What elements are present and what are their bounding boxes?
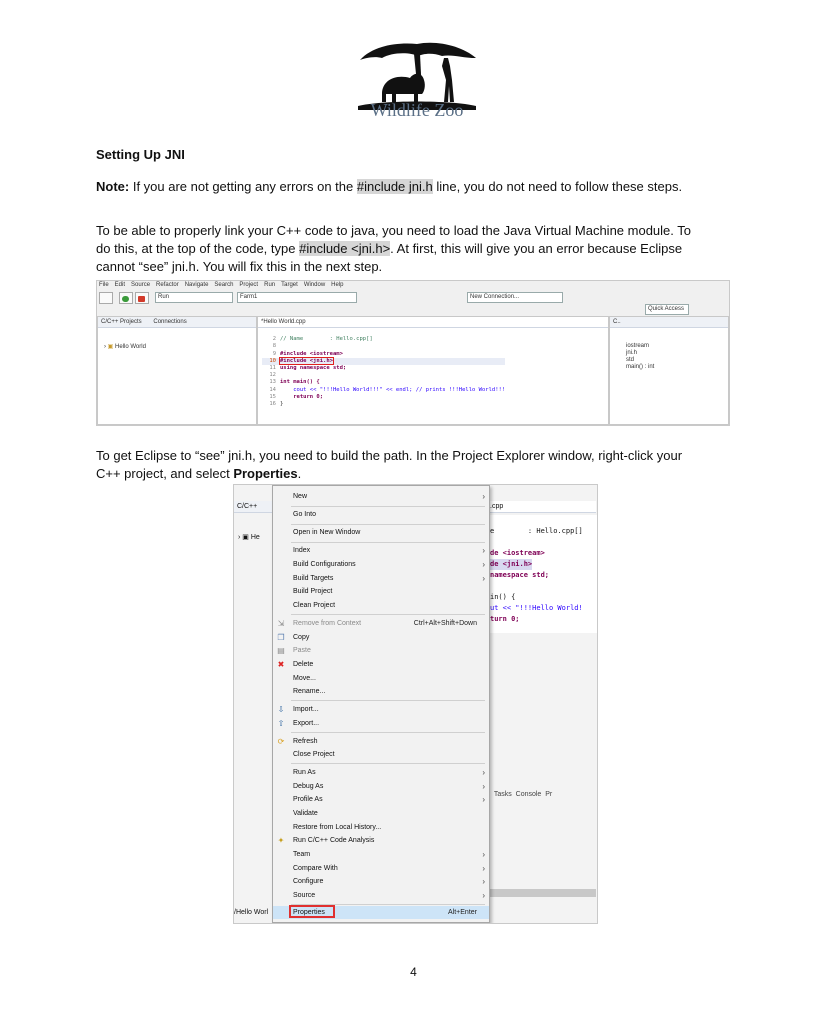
code-line: 11 using namespace std; xyxy=(269,365,347,372)
menu-item-delete[interactable]: ✖ Delete xyxy=(277,660,314,669)
refresh-icon: ⟳ xyxy=(277,737,285,746)
launch-button[interactable] xyxy=(119,292,133,304)
context-menu xyxy=(272,485,490,923)
menu-search[interactable]: Search xyxy=(214,282,234,288)
jvm-line-3: cannot “see” jni.h. You will fix this in the next step. xyxy=(96,259,383,274)
menu-item-close-project[interactable]: Close Project xyxy=(293,751,335,758)
menu-project[interactable]: Project xyxy=(239,282,259,288)
menu-file[interactable]: File xyxy=(99,282,109,288)
menu-item-rename[interactable]: Rename... xyxy=(293,688,326,695)
project-folder-icon: ▣ xyxy=(107,344,114,350)
note-paragraph xyxy=(96,178,736,196)
bg-status: /Hello Worl xyxy=(234,909,269,916)
code-line: 13 int main() { xyxy=(269,379,320,386)
menu-item-open-new-window[interactable]: Open in New Window xyxy=(293,529,361,536)
menu-item-move[interactable]: Move... xyxy=(293,675,316,682)
remove-context-icon: ⇲ xyxy=(277,619,285,628)
tab-cpp-projects[interactable]: C/C++ Projects xyxy=(101,319,142,325)
copy-icon: ❐ xyxy=(277,633,285,642)
context-menu-screenshot xyxy=(233,484,598,924)
menu-item-debug-as[interactable]: Debug As › xyxy=(293,782,485,791)
main-toolbar xyxy=(97,304,729,316)
code-line: 2 // Name : Hello.cpp[] xyxy=(272,336,373,343)
menu-item-new[interactable]: New › xyxy=(293,492,485,501)
launch-target-combo[interactable]: Farm1 xyxy=(237,292,357,303)
eclipse-screenshot xyxy=(96,280,730,426)
bg-view-tabs: Tasks Console Pr xyxy=(493,791,553,798)
menu-window[interactable]: Window xyxy=(303,282,326,288)
menu-item-export[interactable]: ⇧ Export... xyxy=(277,719,320,728)
code-analysis-icon: ✦ xyxy=(277,836,285,845)
menu-item-properties[interactable]: Properties Alt+Enter xyxy=(273,906,489,919)
run-mode-combo[interactable]: Run xyxy=(155,292,233,303)
menu-refactor[interactable]: Refactor xyxy=(156,282,179,288)
tab-hello-world-cpp[interactable]: *Hello World.cpp xyxy=(261,319,306,325)
menu-item-run-as[interactable]: Run As › xyxy=(293,768,485,777)
projects-panel-tabs xyxy=(98,317,256,328)
code-editor[interactable] xyxy=(262,329,505,423)
project-name: Hello World xyxy=(115,344,146,350)
build-button[interactable] xyxy=(99,292,113,304)
note-code: #include jni.h xyxy=(356,179,433,194)
quick-access-field[interactable]: Quick Access xyxy=(645,304,689,315)
editor-panel xyxy=(257,316,609,425)
export-icon: ⇧ xyxy=(277,719,285,728)
outline-item[interactable]: iostream xyxy=(626,343,650,349)
section-heading: Setting Up JNI xyxy=(96,147,185,162)
outline-list xyxy=(626,343,654,371)
outline-tabs xyxy=(610,317,728,328)
menu-bar xyxy=(99,282,350,291)
bg-project-item: › ▣ He xyxy=(238,534,260,541)
menu-item-paste: ▤ Paste xyxy=(277,646,311,655)
build-path-paragraph xyxy=(96,447,736,483)
outline-item[interactable]: std xyxy=(626,357,635,363)
menu-item-source[interactable]: Source › xyxy=(293,891,485,900)
code-line: 16 } xyxy=(269,401,284,408)
note-text-post: line, you do not need to follow these steps. xyxy=(432,179,683,194)
outline-item[interactable]: main() : int xyxy=(626,364,655,370)
code-line: 8 xyxy=(272,343,276,350)
jvm-line-2: do this, at the top of the code, type #include <jni.h>. At first, this will give you an error because Eclipse xyxy=(96,241,683,256)
menu-item-configure[interactable]: Configure › xyxy=(293,877,485,886)
delete-icon: ✖ xyxy=(277,660,285,669)
expand-arrow-icon: › xyxy=(104,344,106,350)
project-tree-item[interactable] xyxy=(104,343,146,350)
code-line: 9 #include <iostream> xyxy=(272,350,343,357)
bg-editor-tab: .cpp xyxy=(488,501,596,513)
menu-item-copy[interactable]: ❐ Copy xyxy=(277,633,310,642)
code-line-error: 10 #include <jni.h> xyxy=(262,358,505,365)
outline-item[interactable]: jni.h xyxy=(626,350,638,356)
menu-item-clean-project[interactable]: Clean Project xyxy=(293,602,336,609)
menu-source[interactable]: Source xyxy=(131,282,151,288)
stop-button[interactable] xyxy=(135,292,149,304)
code-line: 14 cout << "!!!Hello World!!!" << endl; // prints !!!Hello World!!! xyxy=(269,386,506,393)
menu-help[interactable]: Help xyxy=(331,282,344,288)
menu-item-validate[interactable]: Validate xyxy=(293,810,318,817)
import-icon: ⇩ xyxy=(277,705,285,714)
outline-panel xyxy=(609,316,729,425)
properties-highlight-box xyxy=(289,905,335,918)
menu-item-import[interactable]: ⇩ Import... xyxy=(277,705,319,714)
menu-item-refresh[interactable]: ⟳ Refresh xyxy=(277,737,318,746)
editor-tabs xyxy=(258,317,608,328)
menu-run[interactable]: Run xyxy=(264,282,276,288)
menu-target[interactable]: Target xyxy=(281,282,298,288)
note-label: Note: xyxy=(96,179,130,194)
logo-text: Wildlife Zoo xyxy=(370,100,464,120)
menu-item-profile-as[interactable]: Profile As › xyxy=(293,795,485,804)
bg-projects-tab: C/C++ xyxy=(234,501,272,513)
bg-code: e : Hello.cpp[] de <iostream> de <jni.h> namespace std; in() { ut << "!!!Hello World! turn 0; xyxy=(488,515,598,633)
menu-item-team[interactable]: Team › xyxy=(293,850,485,859)
tab-connections[interactable]: Connections xyxy=(153,319,187,325)
menu-item-build-project[interactable]: Build Project xyxy=(293,588,333,595)
menu-item-index[interactable]: Index › xyxy=(293,546,485,555)
menu-item-build-targets[interactable]: Build Targets › xyxy=(293,574,485,583)
paste-icon: ▤ xyxy=(277,646,285,655)
code-line: 12 xyxy=(269,372,276,379)
launch-toolbar xyxy=(97,291,729,303)
projects-panel xyxy=(97,316,257,425)
build-path-line-2: C++ project, and select Properties. xyxy=(96,466,302,481)
menu-item-compare-with[interactable]: Compare With › xyxy=(293,864,485,873)
menu-item-remove-from-context: ⇲ Remove from Context Ctrl+Alt+Shift+Down xyxy=(277,619,477,628)
menu-navigate[interactable]: Navigate xyxy=(184,282,209,288)
jvm-paragraph xyxy=(96,222,736,276)
menu-item-build-configurations[interactable]: Build Configurations › xyxy=(293,560,485,569)
properties-bold: Properties xyxy=(233,466,298,481)
note-text-pre: If you are not getting any errors on the xyxy=(129,179,357,194)
menu-item-go-into[interactable]: Go Into xyxy=(293,511,316,518)
jvm-line-1: To be able to properly link your C++ code to java, you need to load the Java Virtual Machine module. To xyxy=(96,223,691,238)
menu-edit[interactable]: Edit xyxy=(114,282,126,288)
code-line: 15 return 0; xyxy=(269,393,324,400)
menu-item-restore-history[interactable]: Restore from Local History... xyxy=(293,824,382,831)
page-number: 4 xyxy=(410,965,417,979)
tab-outline[interactable]: C.. xyxy=(613,319,621,325)
include-code: #include <jni.h> xyxy=(299,241,391,256)
build-path-line-1: To get Eclipse to “see” jni.h, you need to build the path. In the Project Explorer window, right-click your xyxy=(96,448,683,463)
new-connection-combo[interactable]: New Connection... xyxy=(467,292,563,303)
bg-scrollbar xyxy=(488,889,596,897)
menu-item-code-analysis[interactable]: ✦ Run C/C++ Code Analysis xyxy=(277,836,375,845)
